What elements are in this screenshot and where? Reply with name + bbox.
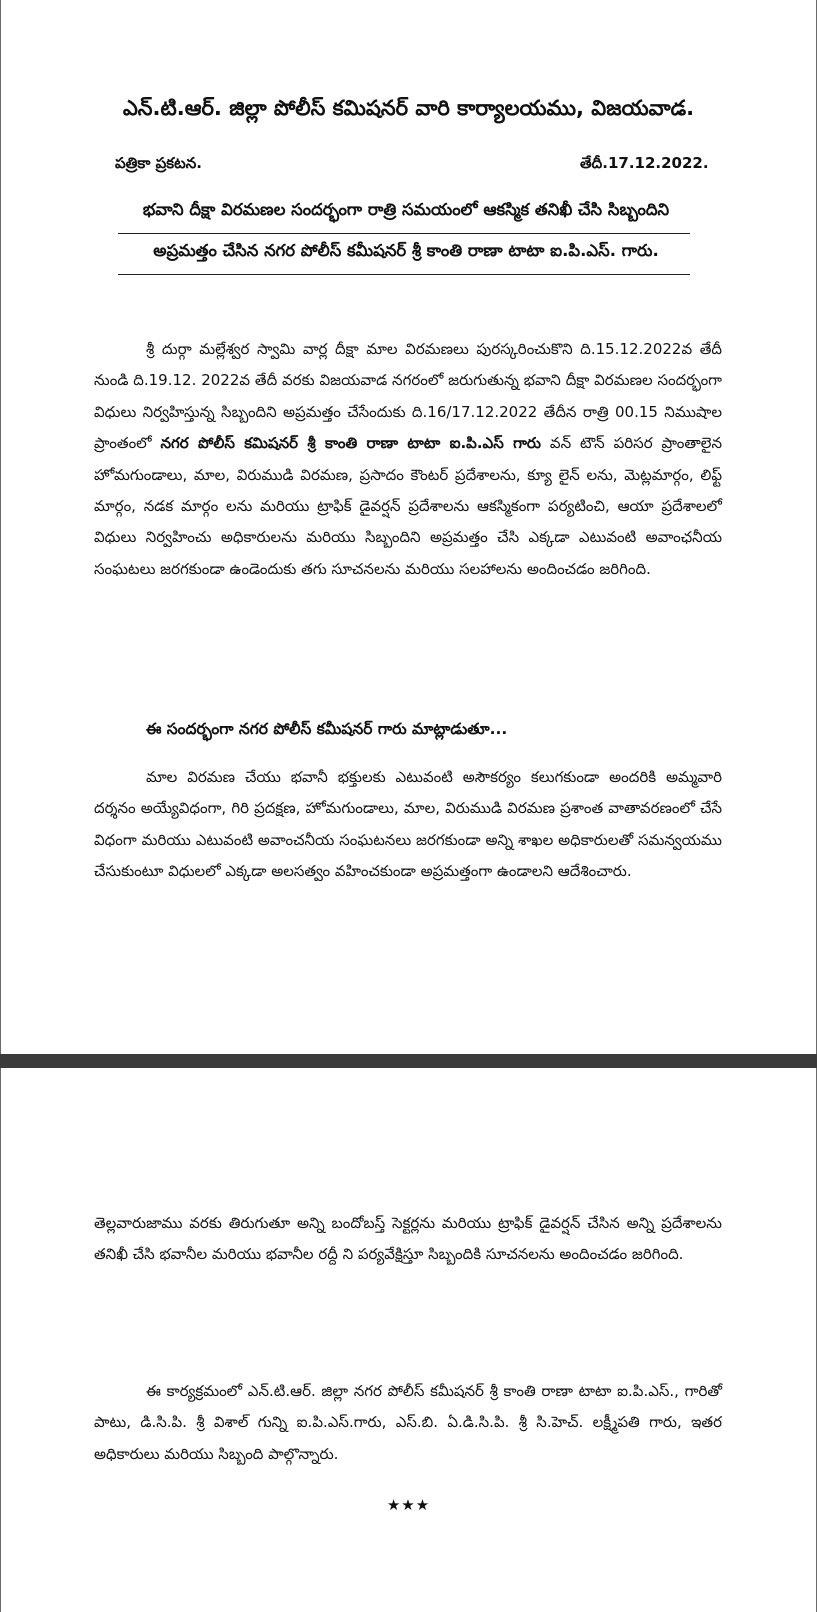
body-paragraph-3: తెల్లవారుజాము వరకు తిరుగుతూ అన్ని బందోబస్త్ సెక్టర్లను మరియు ట్రాఫిక్ డైవర్షన్ చేసిన అన్ని ప్రదేశాలను తనిఖీ చేసి భవానీల మరియు భవానీల రద్దీ ని పర్యవేక్షిస్తూ సిబ్బందికి సూచనలను అందించడం జరిగింది. [94,1214,722,1264]
release-date: తేదీ.17.12.2022. [580,154,709,172]
body-paragraph-1 [94,334,722,585]
end-stars: ★★★ [386,1496,431,1514]
section-heading: ఈ సందర్భంగా నగర పోలీస్ కమీషనర్ గారు మాట్లాడుతూ... [146,720,508,738]
document-page-2 [0,1068,817,1612]
subject-line-2: అప్రమత్తం చేసిన నగర పోలీస్ కమీషనర్ శ్రీ కాంతి రాణా టాటా ఐ.పి.ఎస్. గారు. [153,241,659,260]
body-paragraph-4: ఈ కార్యక్రమంలో ఎన్.టి.ఆర్. జిల్లా నగర పోలీస్ కమీషనర్ శ్రీ కాంతి రాణా టాటా ఐ.పి.ఎస్., గారితో పాటు, డి.సి.పి. శ్రీ విశాల్ గున్ని ఐ.పి.ఎస్.గారు, ఎస్.బి. ఏ.డి.సి.పి. శ్రీ సి.హెచ్. లక్ష్మీపతి గారు, ఇతర అధికారులు మరియు సిబ్బంది పాల్గొన్నారు. [94,1382,722,1463]
body-paragraph-2: మాల విరమణ చేయు భవానీ భక్తులకు ఎటువంటి అసౌకర్యం కలుగకుండా అందరికి అమ్మవారి దర్శనం అయ్యేవిధంగా, గిరి ప్రదక్షణ, హోమగుండాలు, మాల, విరుముడి విరమణ ప్రశాంత వాతావరణంలో చేసే విధంగా మరియు ఎటువంటి అవాంచనీయ సంఘటనలు జరగకుండా అన్ని శాఖల అధికారులతో సమన్వయము చేసుకుంటూ విధులలో ఎక్కడా అలసత్వం వహించకుండా అప్రమత్తంగా ఉండాలని ఆదేశించారు. [94,768,722,881]
subject-line-1: భవాని దీక్షా విరమణల సందర్భంగా రాత్రి సమయంలో ఆకస్మిక తనిఖీ చేసి సిబ్బందిని [142,200,670,219]
page-separator [0,1054,817,1068]
para1-text-start: శ్రీ దుర్గా మల్లేశ్వర స్వామి వార్ల దీక్షా మాల విరమణలు పురస్కరించుకొని ది.15.12.2022వ తేదీ నుండి ది.19.12. 2022వ తేదీ వరకు విజయవాడ నగరంలో జరుగుతున్న భవాని దీక్షా విరమణల సందర్భంగా విధులు నిర్వహిస్తున్న సిబ్బందిని అప్రమత్తం చేసేందుకు ది.16/17.12.2022 తేదీన రాత్రి 00.15 నిముషాల ప్రాంతంలో [94,340,722,453]
press-release-label: పత్రికా ప్రకటన. [115,154,202,172]
subject-underline-2 [118,274,690,275]
subject-underline-1 [118,233,690,234]
office-title: ఎన్.టి.ఆర్. జిల్లా పోలీస్ కమిషనర్ వారి కార్యాలయము, విజయవాడ. [122,96,695,120]
para1-commissioner-name: నగర పోలీస్ కమిషనర్ శ్రీ కాంతి రాణా టాటా ఐ.పి.ఎస్ గారు [160,434,541,453]
para1-text-end: వన్ టౌన్ పరిసర ప్రాంతాలైన హోమగుండాలు, మాల, విరుముడి విరమణ, ప్రసాదం కౌంటర్ ప్రదేశాలను, క్యూ లైన్ లను, మెట్లమార్గం, లిఫ్ట్ మార్గం, నడక మార్గం లను మరియు ట్రాఫిక్ డైవర్షన్ ప్రదేశాలను ఆకస్మికంగా పర్యటించి, ఆయా ప్రదేశాలలో విధులు నిర్వహించు అధికారులను మరియు సిబ్బందిని అప్రమత్తం చేసి ఎక్కడా ఎటువంటి అవాంఛనీయ సంఘటలు జరగకుండా ఉండెందుకు తగు సూచనలను మరియు సలహాలను అందించడం జరిగింది. [94,434,722,578]
